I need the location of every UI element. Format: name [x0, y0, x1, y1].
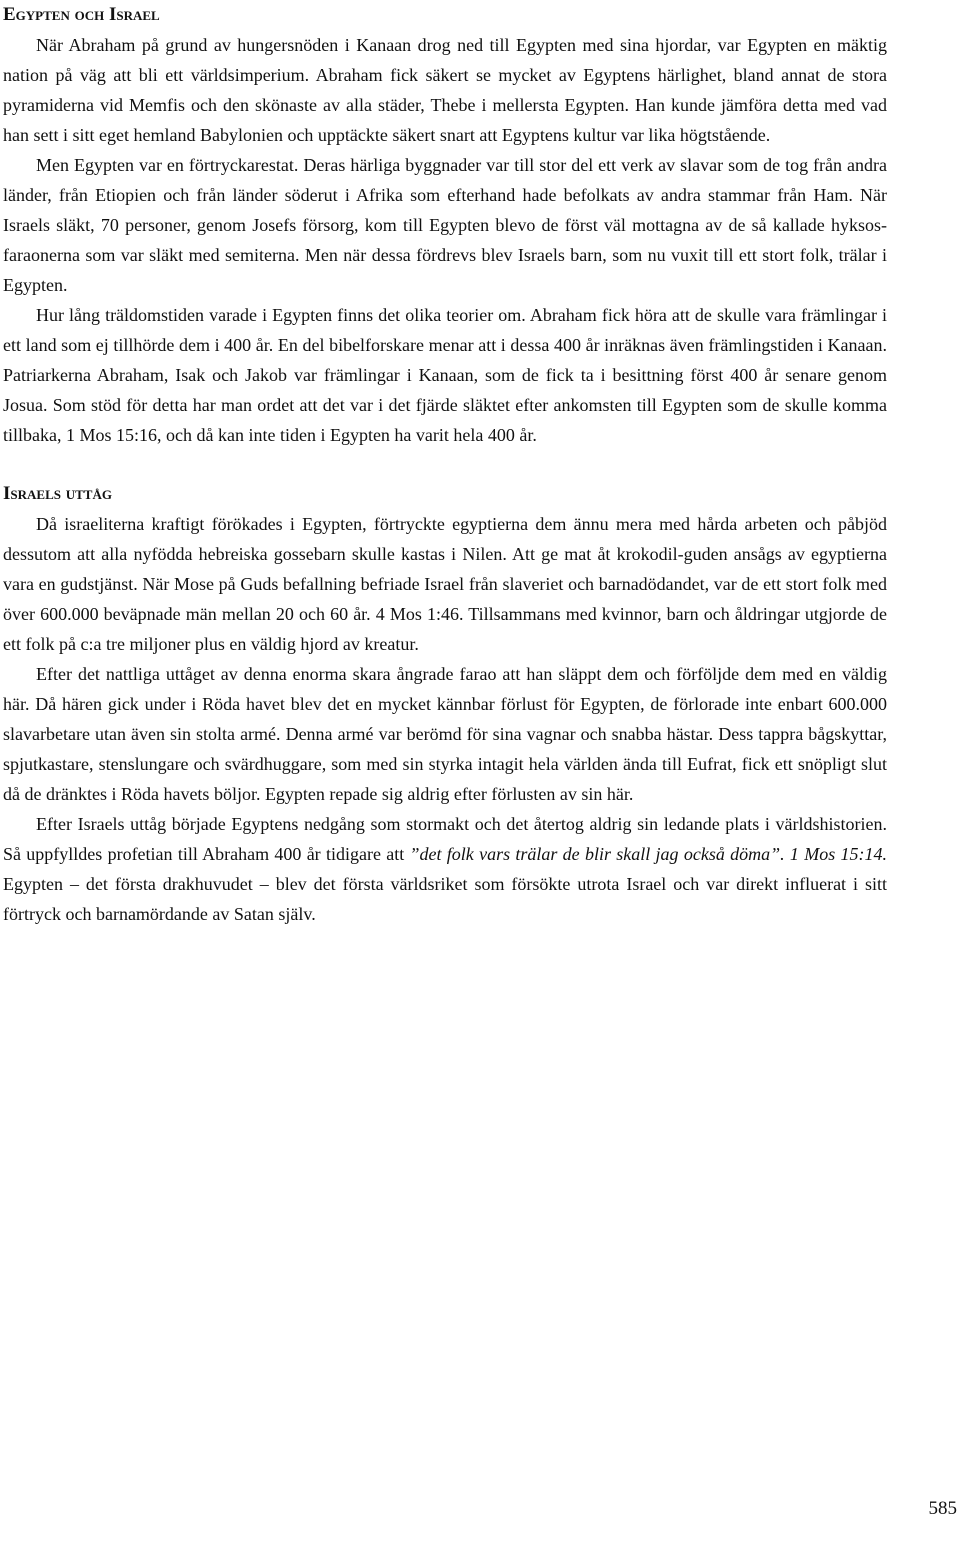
paragraph-text: Efter Israels uttåg började Egyptens nedgång som stormakt och det återtog aldrig sin ledande plats i världshistorien. Så uppfylldes profetian till Abraham 400 år tidigare att — [3, 814, 887, 864]
paragraph: Då israeliterna kraftigt förökades i Egypten, förtryckte egyptierna dem ännu mera med hårda arbeten och påbjöd dessutom att alla nyfödda hebreiska gossebarn skulle kastas i Nilen. Att ge mat åt krokodil-guden ansågs av egyptierna vara en gudstjänst. När Mose på Guds befallning befriade Israel från slaveriet och barnadödandet, var de ett stort folk med över 600.000 beväpnade män mellan 20 och 60 år. 4 Mos 1:46. Tillsammans med kvinnor, barn och åldringar utgjorde de ett folk på c:a tre miljoner plus en väldig hjord av kreatur. — [3, 514, 887, 654]
section-heading-egypten-och-israel: Egypten och Israel — [3, 4, 160, 25]
section-heading-israels-uttag: Israels uttåg — [3, 483, 112, 504]
paragraph: Efter det nattliga uttåget av denna enorma skara ångrade farao att han släppt dem och förföljde dem med en väldig här. Då hären gick under i Röda havet blev det en mycket kännbar förlust för Egypten, de förlorade inte enbart 600.000 slavarbetare utan även sin stolta armé. Denna armé var berömd för sina vagnar och snabba hästar. Dess tappra bågskyttar, spjutkastare, stenslungare och svärdhuggare, som med sin styrka intagit hela världen ända till Eufrat, fick ett snöpligt slut då de dränktes i Röda havets böljor. Egypten repade sig aldrig efter förlusten av sin här. — [3, 664, 887, 804]
page-body — [3, 0, 887, 929]
paragraph-with-quote — [3, 809, 887, 929]
paragraph: När Abraham på grund av hungersnöden i Kanaan drog ned till Egypten med sina hjordar, var Egypten en mäktig nation på väg att bli ett världsimperium. Abraham fick säkert se mycket av Egyptens härlighet, bland annat de stora pyramiderna vid Memfis och den skönaste av alla städer, Thebe i mellersta Egypten. Han kunde jämföra detta med vad han sett i sitt eget hemland Babylonien och upptäckte säkert snart att Egyptens kultur var lika högtstående. — [3, 35, 887, 145]
paragraph-text: Egypten – det första drakhuvudet – blev det första världsriket som försökte utrota Israel och var direkt influerat i sitt förtryck och barnamördande av Satan själv. — [3, 874, 887, 924]
paragraph: Men Egypten var en förtryckarestat. Deras härliga byggnader var till stor del ett verk av slavar som de tog från andra länder, från Etiopien och från länder söderut i Afrika som efterhand hade befolkats av andra stammar från Ham. När Israels släkt, 70 personer, genom Josefs försorg, kom till Egypten blevo de först väl mottagna av de så kallade hyksos-faraonerna som var släkt med semiterna. Men när dessa fördrevs blev Israels barn, som nu vuxit till ett stort folk, trälar i Egypten. — [3, 155, 887, 295]
bible-quote: ”det folk vars trälar de blir skall jag också döma”. 1 Mos 15:14. — [409, 844, 887, 864]
page-number: 585 — [928, 1498, 957, 1519]
paragraph: Hur lång träldomstiden varade i Egypten finns det olika teorier om. Abraham fick höra att de skulle vara främlingar i ett land som ej tillhörde dem i 400 år. En del bibelforskare menar att i dessa 400 år inräknas även främlingstiden i Kanaan. Patriarkerna Abraham, Isak och Jakob var främlingar i Kanaan, som de fick ta i besittning först 400 år senare genom Josua. Som stöd för detta har man ordet att det var i det fjärde släktet efter ankomsten till Egypten som de skulle komma tillbaka, 1 Mos 15:16, och då kan inte tiden i Egypten ha varit hela 400 år. — [3, 305, 887, 445]
